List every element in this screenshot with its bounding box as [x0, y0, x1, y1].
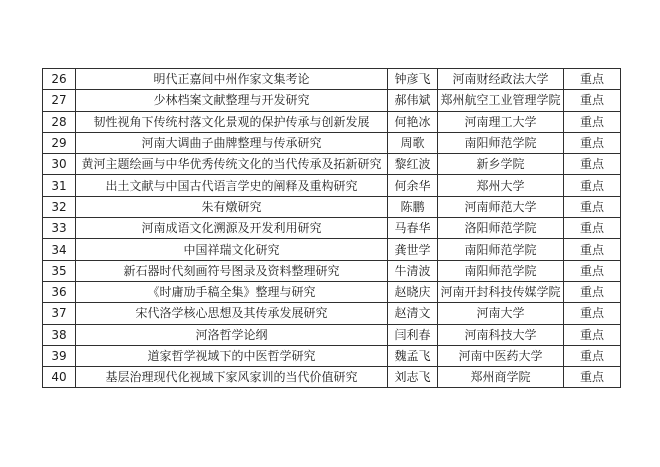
- table-row: [43, 303, 621, 324]
- status-cell: 重点: [564, 90, 621, 111]
- row-number-cell: 40: [43, 367, 76, 388]
- projects-table: [42, 68, 621, 388]
- status-cell: 重点: [564, 132, 621, 153]
- leader-name-cell: 周歌: [388, 132, 438, 153]
- project-title-cell: 明代正嘉间中州作家文集考论: [76, 69, 388, 90]
- row-number-cell: 34: [43, 239, 76, 260]
- table-row: [43, 90, 621, 111]
- row-number-cell: 37: [43, 303, 76, 324]
- institution-cell: 河南财经政法大学: [438, 69, 564, 90]
- institution-cell: 河南中医药大学: [438, 345, 564, 366]
- row-number-cell: 39: [43, 345, 76, 366]
- row-number-cell: 38: [43, 324, 76, 345]
- row-number-cell: 31: [43, 175, 76, 196]
- leader-name-cell: 郝伟斌: [388, 90, 438, 111]
- leader-name-cell: 何余华: [388, 175, 438, 196]
- row-number-cell: 33: [43, 218, 76, 239]
- institution-cell: 南阳师范学院: [438, 260, 564, 281]
- status-cell: 重点: [564, 281, 621, 302]
- leader-name-cell: 赵晓庆: [388, 281, 438, 302]
- leader-name-cell: 马春华: [388, 218, 438, 239]
- status-cell: 重点: [564, 367, 621, 388]
- row-number-cell: 32: [43, 196, 76, 217]
- institution-cell: 洛阳师范学院: [438, 218, 564, 239]
- table-row: [43, 345, 621, 366]
- row-number-cell: 27: [43, 90, 76, 111]
- row-number-cell: 26: [43, 69, 76, 90]
- institution-cell: 南阳师范学院: [438, 239, 564, 260]
- leader-name-cell: 陈鹏: [388, 196, 438, 217]
- project-title-cell: 宋代洛学核心思想及其传承发展研究: [76, 303, 388, 324]
- status-cell: 重点: [564, 345, 621, 366]
- table-row: [43, 196, 621, 217]
- leader-name-cell: 牛清波: [388, 260, 438, 281]
- status-cell: 重点: [564, 218, 621, 239]
- leader-name-cell: 刘志飞: [388, 367, 438, 388]
- table-row: [43, 218, 621, 239]
- institution-cell: 河南科技大学: [438, 324, 564, 345]
- table-row: [43, 260, 621, 281]
- institution-cell: 郑州商学院: [438, 367, 564, 388]
- table-row: [43, 367, 621, 388]
- row-number-cell: 36: [43, 281, 76, 302]
- project-title-cell: 河南大调曲子曲牌整理与传承研究: [76, 132, 388, 153]
- project-title-cell: 韧性视角下传统村落文化景观的保护传承与创新发展: [76, 111, 388, 132]
- leader-name-cell: 赵清文: [388, 303, 438, 324]
- row-number-cell: 30: [43, 154, 76, 175]
- institution-cell: 河南开封科技传媒学院: [438, 281, 564, 302]
- institution-cell: 新乡学院: [438, 154, 564, 175]
- leader-name-cell: 黎红波: [388, 154, 438, 175]
- project-title-cell: 中国祥瑞文化研究: [76, 239, 388, 260]
- project-title-cell: 河洛哲学论纲: [76, 324, 388, 345]
- project-title-cell: 《时庸劢手稿全集》整理与研究: [76, 281, 388, 302]
- table-row: [43, 69, 621, 90]
- table-row: [43, 324, 621, 345]
- table-row: [43, 281, 621, 302]
- status-cell: 重点: [564, 69, 621, 90]
- institution-cell: 河南大学: [438, 303, 564, 324]
- table-row: [43, 239, 621, 260]
- status-cell: 重点: [564, 239, 621, 260]
- table-row: [43, 175, 621, 196]
- institution-cell: 河南理工大学: [438, 111, 564, 132]
- table-row: [43, 111, 621, 132]
- institution-cell: 郑州航空工业管理学院: [438, 90, 564, 111]
- status-cell: 重点: [564, 260, 621, 281]
- project-title-cell: 新石器时代刻画符号图录及资料整理研究: [76, 260, 388, 281]
- status-cell: 重点: [564, 303, 621, 324]
- leader-name-cell: 何艳冰: [388, 111, 438, 132]
- leader-name-cell: 钟彦飞: [388, 69, 438, 90]
- project-title-cell: 河南成语文化溯源及开发利用研究: [76, 218, 388, 239]
- institution-cell: 郑州大学: [438, 175, 564, 196]
- leader-name-cell: 魏孟飞: [388, 345, 438, 366]
- status-cell: 重点: [564, 154, 621, 175]
- project-title-cell: 黄河主题绘画与中华优秀传统文化的当代传承及拓新研究: [76, 154, 388, 175]
- status-cell: 重点: [564, 111, 621, 132]
- project-title-cell: 基层治理现代化视域下家风家训的当代价值研究: [76, 367, 388, 388]
- row-number-cell: 28: [43, 111, 76, 132]
- row-number-cell: 35: [43, 260, 76, 281]
- status-cell: 重点: [564, 196, 621, 217]
- institution-cell: 南阳师范学院: [438, 132, 564, 153]
- project-title-cell: 朱有燉研究: [76, 196, 388, 217]
- project-title-cell: 出土文献与中国古代语言学史的阐释及重构研究: [76, 175, 388, 196]
- project-title-cell: 少林档案文献整理与开发研究: [76, 90, 388, 111]
- row-number-cell: 29: [43, 132, 76, 153]
- leader-name-cell: 闫利春: [388, 324, 438, 345]
- project-title-cell: 道家哲学视域下的中医哲学研究: [76, 345, 388, 366]
- institution-cell: 河南师范大学: [438, 196, 564, 217]
- status-cell: 重点: [564, 175, 621, 196]
- status-cell: 重点: [564, 324, 621, 345]
- table-row: [43, 132, 621, 153]
- projects-table-body: [43, 69, 621, 388]
- table-row: [43, 154, 621, 175]
- leader-name-cell: 龚世学: [388, 239, 438, 260]
